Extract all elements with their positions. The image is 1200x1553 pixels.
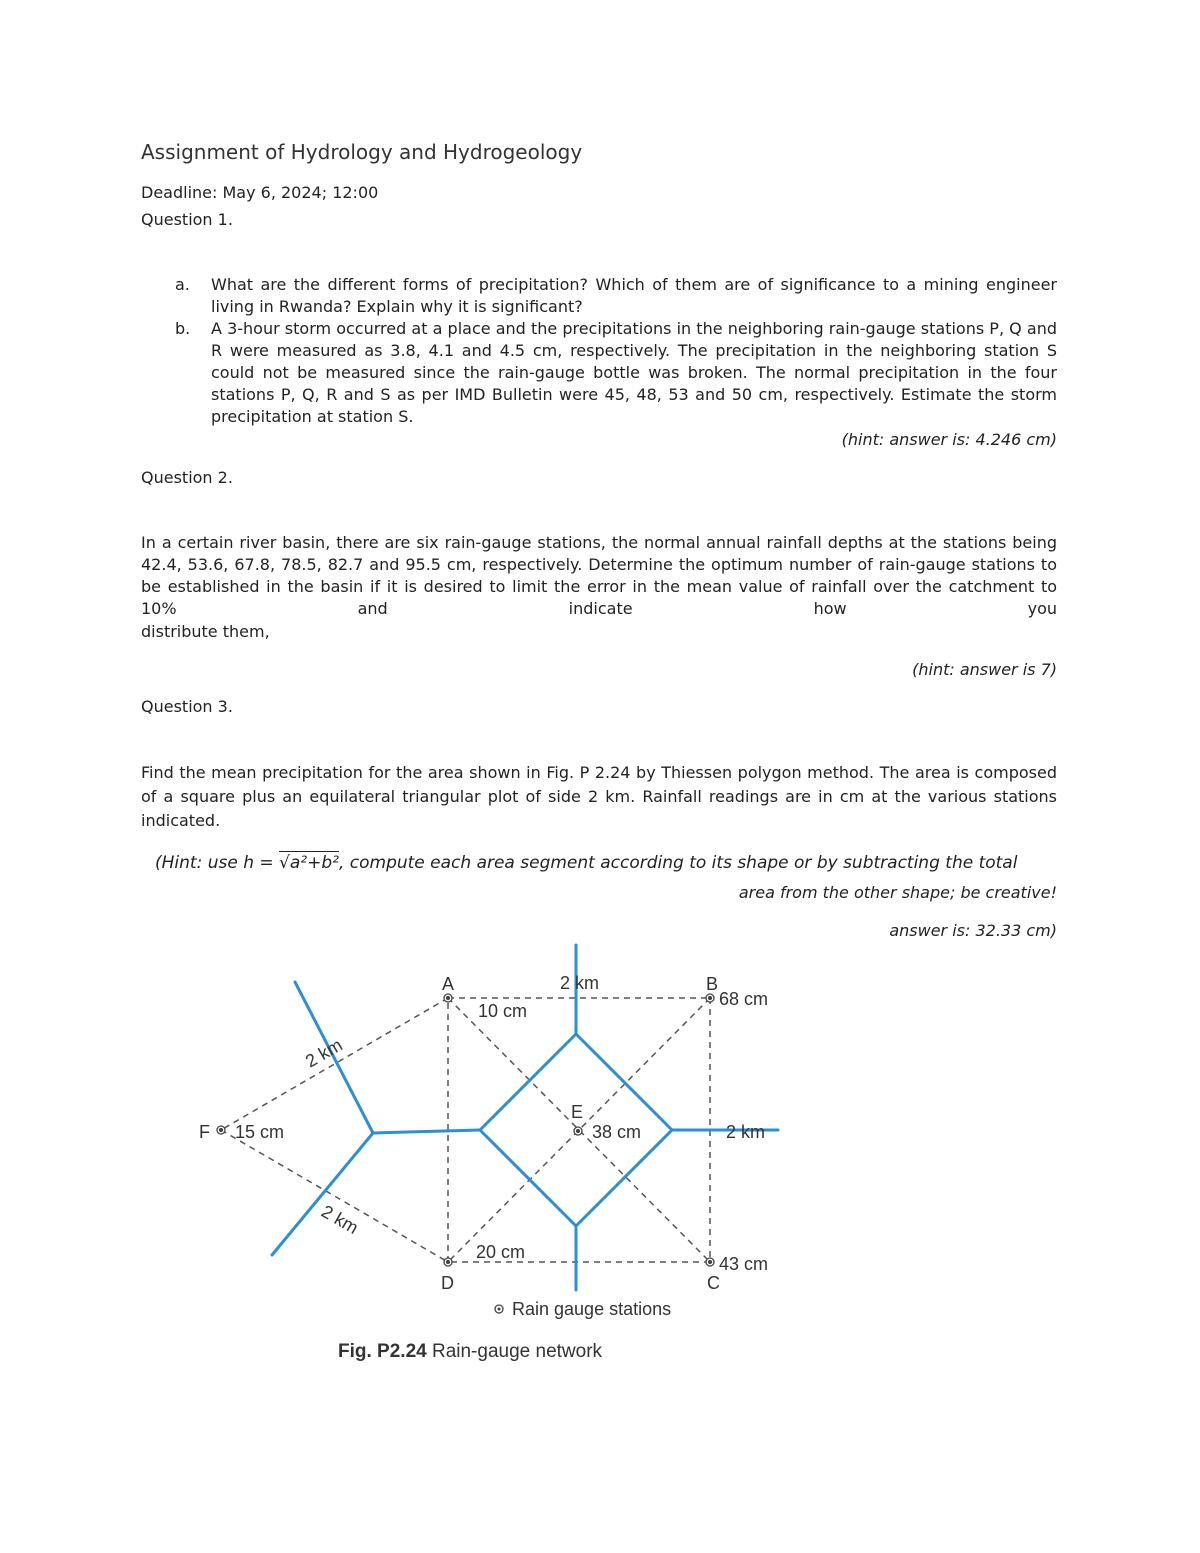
- question-3-hint-line-2: area from the other shape; be creative!: [738, 883, 1057, 902]
- station-e-label: E: [571, 1102, 584, 1122]
- station-f-label: F: [199, 1122, 210, 1142]
- station-e-value: 38 cm: [592, 1122, 642, 1142]
- thiessen-polygons: [272, 945, 778, 1290]
- question-3-hint-line-1: [155, 852, 1017, 874]
- question-1-list: [175, 274, 1057, 428]
- station-d-label: D: [441, 1273, 454, 1293]
- legend-label: Rain gauge stations: [512, 1299, 672, 1319]
- station-d-value: 20 cm: [476, 1242, 526, 1262]
- figure-caption-text: Rain-gauge network: [426, 1341, 603, 1362]
- figure-caption: [338, 1341, 603, 1362]
- rain-gauge-network-figure: [190, 940, 810, 1370]
- list-marker-a: a.: [175, 275, 190, 294]
- dimension-triangle-upper: 2 km: [302, 1034, 346, 1072]
- question-3-hint-line-3: answer is: 32.33 cm): [889, 921, 1057, 940]
- question-1b-text: A 3-hour storm occurred at a place and the precipitations in the neighboring rain-gauge stations P, Q and R were measured as 3.8, 4.1 and 4.5 cm, respectively. The precipitation in the neighboring station S could not be measured since the rain-gauge bottle was broken. The normal precipitation in the four stations P, Q, R and S as per IMD Bulletin were 45, 48, 53 and 50 cm, respectively. Estimate the storm precipitation at station S.: [211, 319, 1057, 426]
- list-marker-b: b.: [175, 319, 191, 338]
- dimension-triangle-lower: 2 km: [318, 1201, 362, 1238]
- question-2-text-end: distribute them,: [141, 622, 270, 641]
- hint-prefix: (Hint: use h =: [155, 853, 280, 873]
- figure-caption-number: Fig. P2.24: [338, 1341, 427, 1362]
- question-2-heading: Question 2.: [141, 468, 233, 487]
- dimension-right: 2 km: [726, 1122, 766, 1142]
- question-3-heading: Question 3.: [141, 697, 233, 716]
- station-c-label: C: [707, 1273, 720, 1293]
- question-2-text: In a certain river basin, there are six rain-gauge stations, the normal annual rainfall depths at the stations being 42.4, 53.6, 67.8, 78.5, 82.7 and 95.5 cm, respectively. Determine the optimum number of rain-gauge stations to be established in the basin if it is desired to limit the error in the mean value of rainfall over the catchment to 10% and indicate how you: [141, 533, 1057, 618]
- station-b-value: 68 cm: [719, 989, 769, 1009]
- question-1b: [175, 318, 1057, 428]
- hint-formula: √a²+b²: [279, 853, 339, 873]
- hint-rest: , compute each area segment according to its shape or by subtracting the total: [338, 853, 1018, 873]
- question-1-hint: (hint: answer is: 4.246 cm): [841, 430, 1057, 449]
- station-a-label: A: [442, 974, 455, 994]
- station-a-value: 10 cm: [478, 1001, 528, 1021]
- figure-legend: [495, 1299, 671, 1319]
- station-c-value: 43 cm: [719, 1254, 769, 1274]
- question-3-text: Find the mean precipitation for the area shown in Fig. P 2.24 by Thiessen polygon method. The area is composed of a square plus an equilateral triangular plot of side 2 km. Rainfall readings are in cm at the various stations indicated.: [141, 763, 1057, 830]
- question-1-heading: Question 1.: [141, 210, 233, 229]
- question-2-hint: (hint: answer is 7): [912, 660, 1057, 679]
- deadline: Deadline: May 6, 2024; 12:00: [141, 183, 379, 202]
- station-b-label: B: [706, 974, 719, 994]
- question-1a-text: What are the different forms of precipitation? Which of them are of significance to a mining engineer living in Rwanda? Explain why it is significant?: [211, 275, 1057, 316]
- dimension-top: 2 km: [560, 973, 600, 993]
- question-1a: [175, 274, 1057, 318]
- station-f-value: 15 cm: [235, 1122, 285, 1142]
- document-title: Assignment of Hydrology and Hydrogeology: [141, 140, 583, 164]
